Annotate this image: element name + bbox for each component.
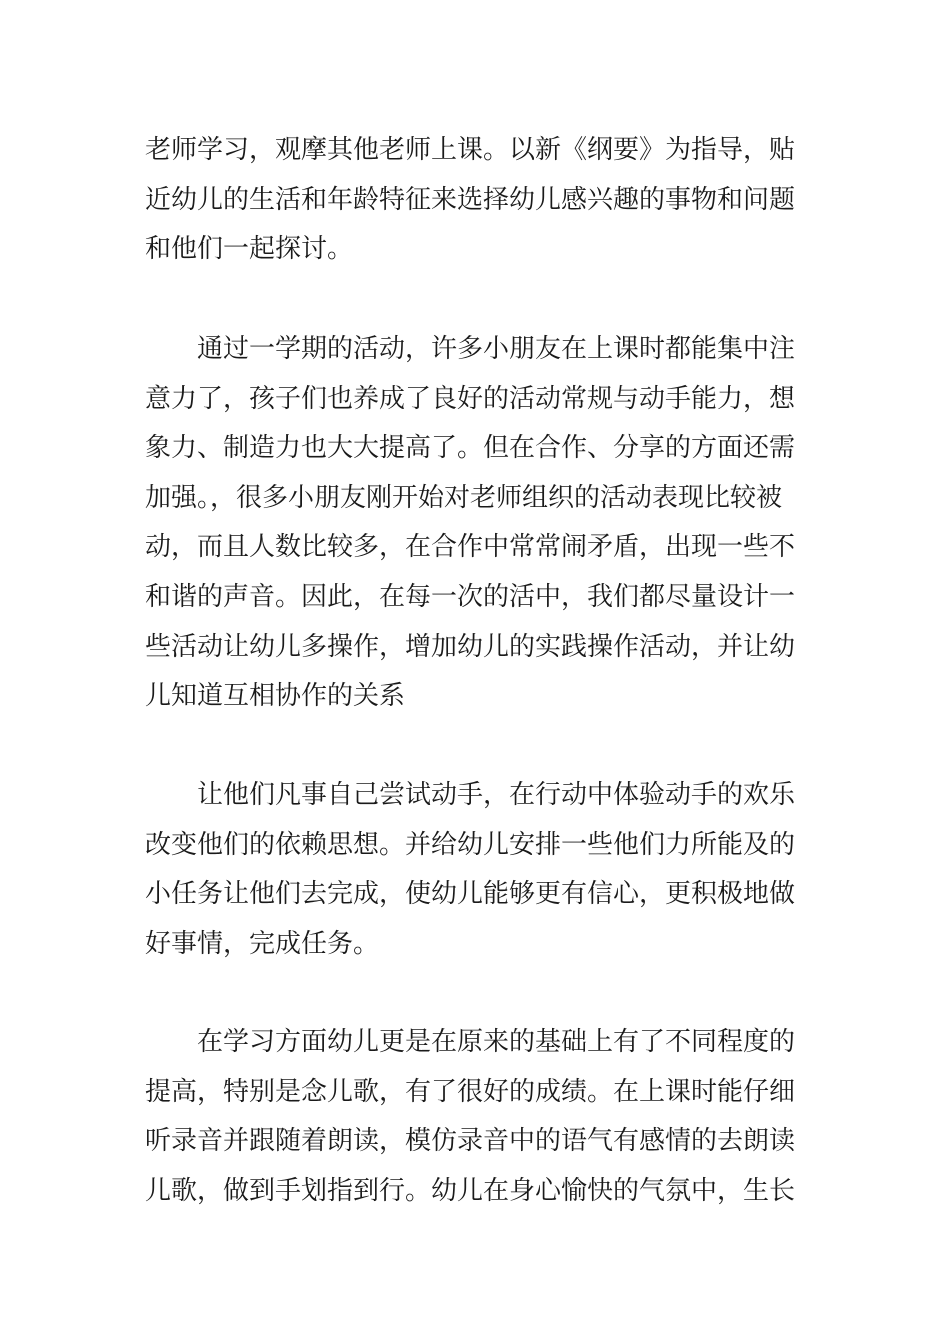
paragraph-2	[145, 325, 810, 722]
text-line: 和谐的声音。因此，在每一次的活中，我们都尽量设计一	[145, 581, 796, 612]
paragraph-3	[145, 771, 810, 969]
text-line: 听录音并跟随着朗读，模仿录音中的语气有感情的去朗读	[145, 1126, 796, 1157]
text-line: 意力了，孩子们也养成了良好的活动常规与动手能力，想	[145, 383, 796, 414]
text-line: 动，而且人数比较多，在合作中常常闹矛盾，出现一些不	[145, 532, 796, 563]
text-line-indented: 让他们凡事自己尝试动手，在行动中体验动手的欢乐	[197, 780, 796, 810]
text-line: 近幼儿的生活和年龄特征来选择幼儿感兴趣的事物和问题	[145, 184, 796, 215]
text-line: 老师学习，观摩其他老师上课。以新《纲要》为指导，贴	[145, 135, 796, 165]
text-line: 和他们一起探讨。	[145, 234, 354, 265]
text-line: 儿歌，做到手划指到行。幼儿在身心愉快的气氛中，生长	[145, 1175, 796, 1206]
text-line: 加强。，很多小朋友刚开始对老师组织的活动表现比较被	[145, 482, 783, 513]
text-line: 改变他们的依赖思想。并给幼儿安排一些他们力所能及的	[145, 829, 796, 860]
paragraph-4	[145, 1018, 810, 1216]
text-line: 小任务让他们去完成，使幼儿能够更有信心，更积极地做	[145, 879, 796, 910]
text-line-indented: 在学习方面幼儿更是在原来的基础上有了不同程度的	[197, 1027, 796, 1057]
text-line: 儿知道互相协作的关系	[145, 681, 406, 712]
text-line: 提高，特别是念儿歌，有了很好的成绩。在上课时能仔细	[145, 1076, 796, 1107]
paragraph-1	[145, 126, 810, 275]
text-line: 象力、制造力也大大提高了。但在合作、分享的方面还需	[145, 433, 796, 464]
text-line: 些活动让幼儿多操作，增加幼儿的实践操作活动，并让幼	[145, 631, 796, 662]
text-line-indented: 通过一学期的活动，许多小朋友在上课时都能集中注	[197, 334, 796, 364]
text-line: 好事情，完成任务。	[145, 928, 380, 959]
